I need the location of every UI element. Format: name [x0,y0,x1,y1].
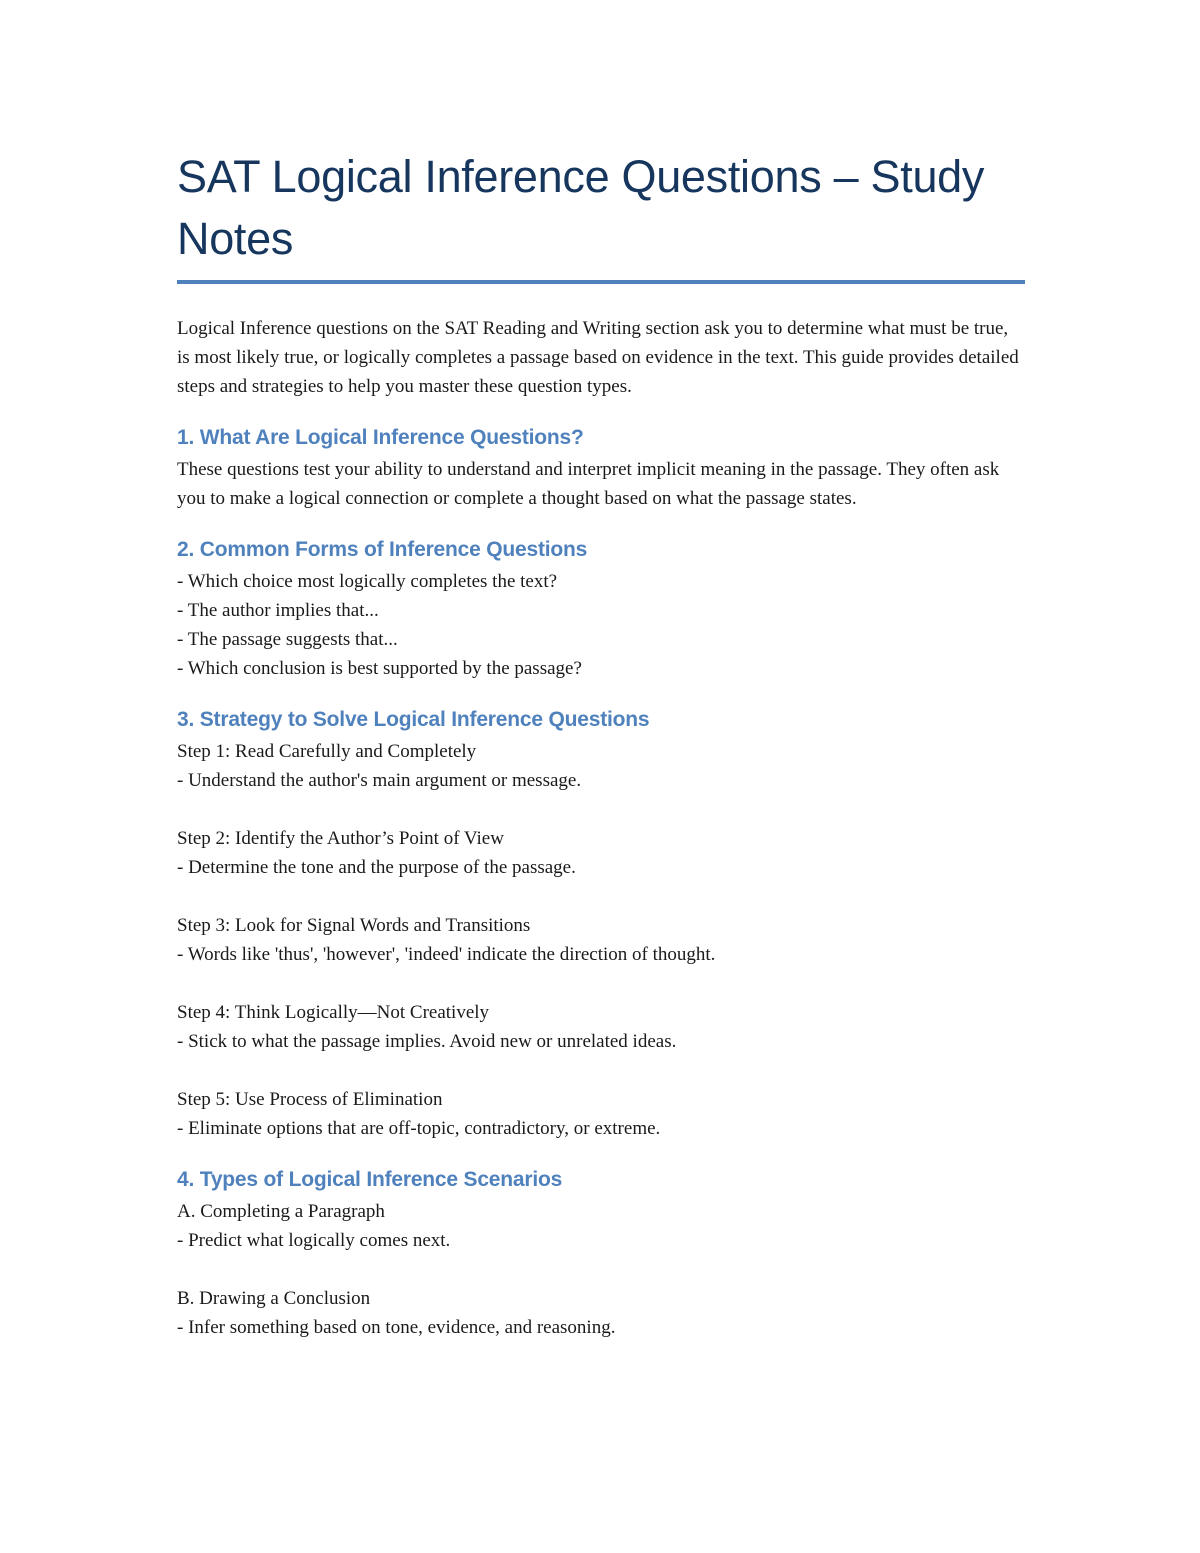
step-title: Step 3: Look for Signal Words and Transitions [177,915,531,936]
section-what-are [177,423,1025,513]
scenario-detail: - Predict what logically comes next. [177,1230,451,1251]
step-title: Step 2: Identify the Author’s Point of View [177,828,504,849]
step-detail: - Determine the tone and the purpose of the passage. [177,857,576,878]
title-underline [177,280,1025,284]
list-item: - The author implies that... [177,600,379,621]
step-detail: - Stick to what the passage implies. Avoid new or unrelated ideas. [177,1031,677,1052]
scenario-title: B. Drawing a Conclusion [177,1288,371,1309]
step-title: Step 4: Think Logically—Not Creatively [177,1002,490,1023]
strategy-step [177,824,1025,882]
scenario-title: A. Completing a Paragraph [177,1201,385,1222]
strategy-step [177,911,1025,969]
section-strategy [177,705,1025,1143]
strategy-step [177,998,1025,1056]
section-common-forms [177,535,1025,683]
section-scenarios [177,1165,1025,1342]
document-title: SAT Logical Inference Questions – Study Notes [177,151,985,264]
intro-paragraph: Logical Inference questions on the SAT Reading and Writing section ask you to determine what must be true, is most likely true, or logically completes a passage based on evidence in the text. This guide provides detailed steps and strategies to help you master these question types. [177,318,1019,397]
section-heading: 4. Types of Logical Inference Scenarios [177,1168,563,1191]
section-heading: 3. Strategy to Solve Logical Inference Questions [177,708,650,731]
section-heading: 1. What Are Logical Inference Questions? [177,426,584,449]
scenario-item [177,1197,1025,1255]
step-detail: - Eliminate options that are off-topic, contradictory, or extreme. [177,1118,661,1139]
list-item: - Which conclusion is best supported by the passage? [177,658,582,679]
step-detail: - Understand the author's main argument or message. [177,770,582,791]
step-title: Step 1: Read Carefully and Completely [177,741,477,762]
strategy-step [177,1085,1025,1143]
step-title: Step 5: Use Process of Elimination [177,1089,443,1110]
scenario-detail: - Infer something based on tone, evidence, and reasoning. [177,1317,616,1338]
strategy-step [177,737,1025,795]
list-item: - Which choice most logically completes the text? [177,571,558,592]
document-page [177,146,1025,1342]
list-item: - The passage suggests that... [177,629,398,650]
section-body: These questions test your ability to understand and interpret implicit meaning in the passage. They often ask you to make a logical connection or complete a thought based on what the passage states. [177,459,1000,509]
step-detail: - Words like 'thus', 'however', 'indeed' indicate the direction of thought. [177,944,716,965]
section-heading: 2. Common Forms of Inference Questions [177,538,588,561]
scenario-item [177,1284,1025,1342]
